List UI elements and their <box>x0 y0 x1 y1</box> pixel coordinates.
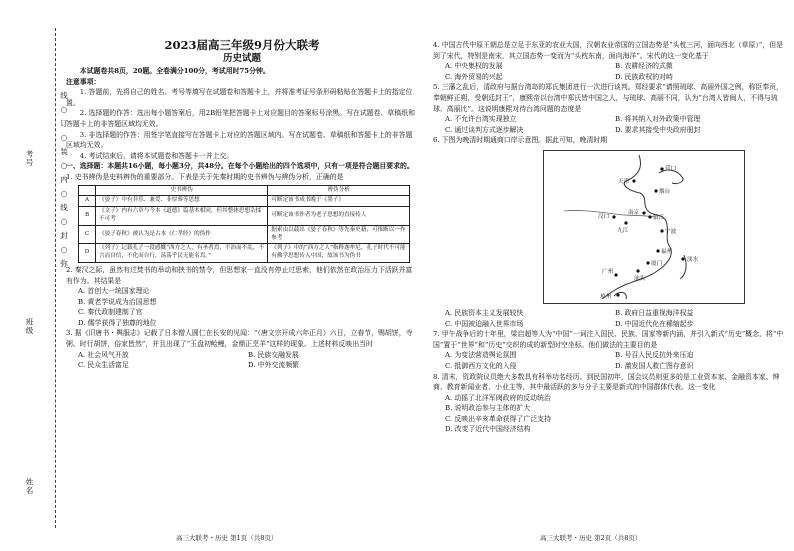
option: C. 海外贸易的兴起 <box>445 72 503 81</box>
map-label: 琼州 <box>600 293 612 300</box>
note-item: 4. 考试结束后，请将本试题卷和答题卡一并上交。 <box>79 151 234 160</box>
page-1-column <box>66 38 418 371</box>
exam-intro: 本试题卷共8页，20题。全卷满分100分，考试用时75分钟。 <box>79 67 270 75</box>
option: B. 说明政治参与主体的扩大 <box>445 404 531 413</box>
note-item: 3. 非选择题的作答：用签字笔直接写在答题卡上对应的答题区域内。写在试题卷、草稿纸和答题卡上的非答题区域均无效。 <box>66 130 413 150</box>
table-row: D 《列子》记载孔子一段感慨“西方之人，有圣者焉，不治而不乱，不言而自信，不化而自行，荡荡乎民无能名焉。” 《列子》中的“西方之人”指释迦牟尼，孔子时代不可能有佛学思想传入中国，故该书为伪书 <box>79 244 410 263</box>
treaty-ports-map <box>543 150 745 304</box>
map-label: 汉口 <box>598 213 610 220</box>
option: B. 号召人民反抗外来压迫 <box>615 351 694 360</box>
note-item: 2. 选择题的作答：选出每小题答案后，用2B铅笔把答题卡上对应题目的答案标号涂黑。写在试题卷、草稿纸和答题卡上的非答题区域均无效。 <box>66 109 415 128</box>
question-8-stem: 8. 清末，资政院议员绝大多数具有科举功名经历。到民国初年，国会议员则更多的是工业资本家、金融资本家、绅商、教育新闻业者、小业主等，其中最活跃的多与分子主要是新式的中国群体代表。这一变化 <box>433 372 780 392</box>
question-8-options <box>433 393 785 435</box>
map-label: 淡水 <box>687 256 699 263</box>
seal-marks: 线 ○ 订 ○ 装 ○ 内 ○ 线 ○ 封 ○ 弥 <box>58 90 70 270</box>
seal-char: 订 <box>60 119 68 128</box>
table-header: 辨伪分析 <box>268 185 410 196</box>
table-row: C 《晏子春秋》被认为是古本《仁孝经》的伪作 据索由以载出《晏子春秋》等先秦史籍，可推断以一作参考 <box>79 225 410 244</box>
table-header: 史书辨伪 <box>96 185 268 196</box>
question-5-stem: 5. 三藩之乱后，清政府与据台湾岛的郑氏集团进行一次进行谈判。郑经要求“请照琉球、高丽外国之例，称臣奉贡，奉朝鲜正朔，受朝廷封王”，康熙帝以台湾中郑氏皆中国之人，与琉球、高丽不同，认为“台湾人皆闽人，不得与琉球、高丽比”。这说明康熙对待台湾问题的态度是 <box>433 83 783 113</box>
map-label: 天津 <box>618 178 630 185</box>
option: A. 民族资本主义发展较快 <box>445 308 524 317</box>
option: B. 将其纳入对外政策中管理 <box>615 115 701 124</box>
question-1-stem: 1. 史书辨伪是史料辨伪的重要部分。下表是关于先秦时期的史书辨伪与辨伪分析，正确的是 <box>66 172 344 181</box>
table-row: A 《晏子》中有非乐、兼爱、非厚葬等思想 可断定该书成书晚于《墨子》 <box>79 196 410 207</box>
map-label: 烟台 <box>659 188 671 195</box>
exam-subject: 历史试题 <box>222 53 261 64</box>
seal-char: 内 <box>60 175 68 184</box>
option: B. 民族交融发展 <box>248 350 299 359</box>
option: C. 秦代政制建制了官 <box>78 308 143 317</box>
name-label: 姓名 <box>25 478 34 495</box>
map-label: 汕头 <box>634 275 646 282</box>
map-label: 厦门 <box>651 260 663 267</box>
option: B. 政府日益重视海洋权益 <box>615 308 694 317</box>
question-4-stem: 4. 中国古代中原王朝总是立足于东亚的农业大国，汉朝农业帝国的立国态势是“头枕三河，面向西北（草原）”，但是到了宋代，特别是南宋，其立国态势一变而为“头枕东南，面向海洋”。宋代的这一变化基于 <box>433 41 783 60</box>
option: A. 不允许台湾实现独立 <box>445 115 517 124</box>
option: D. 中外交流频繁 <box>248 361 300 370</box>
seal-char: 封 <box>60 231 68 240</box>
question-2-options <box>66 286 418 328</box>
question-3-options <box>66 350 418 371</box>
option: C. 中国被迫融入世界市场 <box>445 319 524 328</box>
question-7-options <box>433 350 785 371</box>
seal-char: 装 <box>60 147 68 156</box>
notes-heading: 注意事项： <box>66 77 101 86</box>
seal-char: 弥 <box>60 259 68 268</box>
seal-char: 线 <box>60 91 68 100</box>
table-row: B 《文子》内有六章与今本《道德》篇基本相同，但其整体思想杂揉不可考 可断定该书作者为老子思想的直接传人 <box>79 207 410 226</box>
question-3-stem: 3. 据《旧唐书・舆服志》记载了日本僧人圆仁在长安的见闻：“（唐文宗开成六年正月）六日，立春节，赐胡饼，寺粥。时行胡饼，俗家皆然”，并且出现了“玉盘初鲙鲤，金鼎正烹羊”这样的现象。上述材料反映出当时 <box>66 329 413 349</box>
option: D. 中国近代化在稀缩起步 <box>615 319 694 328</box>
option: D. 改变了近代中国经济结构 <box>445 425 531 434</box>
question-5-options <box>433 114 785 135</box>
section-heading: 一、选择题：本题共16小题，每小题3分，共48分。在每个小题给出的四个选项中，只有一项是符合题目要求的。 <box>66 162 414 171</box>
question-7-stem: 7. 甲午战争后的十年里，梁启超等人为“中国”一词注入国民、民族、国家等新内涵，并引入新式“历史”概念，将“中国”置于“世界”和“历史”交织的成的新型时空坐标。他们做法的主要目的是 <box>433 330 784 349</box>
question-6-options <box>433 308 785 329</box>
map-label: 营口 <box>665 165 677 172</box>
map-label: 广州 <box>602 268 614 275</box>
option: C. 民众生活富足 <box>78 361 129 370</box>
exam-number-label: 考号 <box>25 150 34 167</box>
option: A. 为变法营造舆论氛围 <box>445 351 517 360</box>
map-label: 九江 <box>617 227 629 234</box>
page-2-column <box>433 40 785 435</box>
option: D. 要求其接受中央政府册封 <box>615 125 701 134</box>
question-4-options <box>433 61 785 82</box>
option: A. 中央集权的发展 <box>445 62 503 71</box>
map-label: 宁波 <box>665 228 677 235</box>
option: D. 儒学获得了独尊的地位 <box>78 318 157 327</box>
option: B. 农耕经济的式微 <box>615 62 673 71</box>
binding-line <box>55 28 56 528</box>
option: B. 黄老学说成为治国思想 <box>78 297 157 306</box>
question-1-table <box>78 185 410 263</box>
page-1-footer: 高三大联考・历史 第1页（共8页） <box>176 534 278 542</box>
map-label: 南京 <box>628 209 640 216</box>
option: A. 动摇了北洋军阀政府的反动统治 <box>445 393 551 402</box>
option: A. 社会风气开放 <box>78 350 129 359</box>
option: D. 激发国人救亡图存意识 <box>615 361 694 370</box>
question-2-stem: 2. 秦汉之际，虽然有过焚书的举动和挟书的禁令，但思想家一直没有停止过思索，他们依然在政治压力下活跃并富有作为。其结果是 <box>66 265 413 285</box>
note-item: 1. 答题前，先将自己的姓名、考号等填写在试题卷和答题卡上，并将准考证号条形码粘贴在答题卡上的指定位置。 <box>66 88 413 107</box>
option: C. 反映出辛亥革命获得了广泛支持 <box>445 414 551 423</box>
question-6-stem: 6. 下图为晚清时期通商口岸示意图。据此可知，晚清时期 <box>433 136 608 145</box>
page-2-footer: 高三大联考・历史 第2页（共8页） <box>540 534 642 542</box>
seal-char: 线 <box>60 203 68 212</box>
table-corner <box>79 185 96 196</box>
class-label: 班级 <box>25 318 34 335</box>
map-label: 镇江 <box>653 214 665 221</box>
option: D. 民族政权的对峙 <box>615 72 673 81</box>
binding-strip <box>0 0 54 551</box>
option: A. 首创大一统国家理论 <box>78 287 150 296</box>
option: C. 通过谈判方式逐步解决 <box>445 125 524 134</box>
option: C. 抵御西方文化的入侵 <box>445 361 517 370</box>
map-label: 福州 <box>661 248 673 255</box>
exam-title: 2023届高三年级9月份大联考 <box>164 38 320 52</box>
